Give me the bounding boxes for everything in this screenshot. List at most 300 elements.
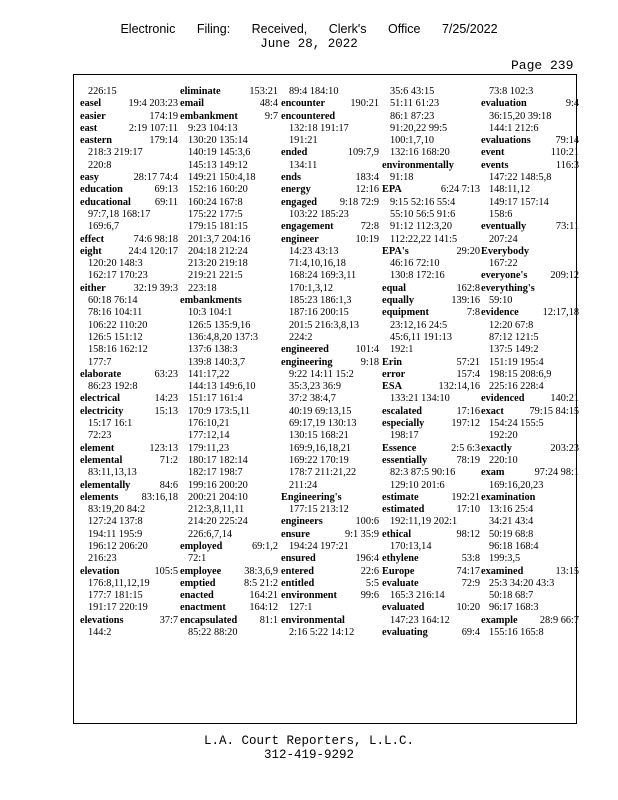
index-reference-line: 12:20 67:8 [489, 319, 534, 331]
index-term: eastern [80, 135, 113, 147]
index-term: error [382, 368, 406, 380]
index-reference-line: 178:7 211:21,22 [289, 467, 357, 479]
index-reference: 17:16 [456, 405, 480, 417]
index-reference-line: 129:10 201:6 [390, 479, 445, 491]
index-term-row [481, 566, 579, 578]
index-reference-line: 220:10 [489, 454, 518, 466]
index-reference: 15:13 [154, 405, 178, 417]
index-reference-line: 96:17 168:3 [489, 602, 539, 614]
index-reference: 197:12 [451, 418, 480, 430]
index-reference-line: 127:1 [289, 602, 313, 614]
index-reference-line: 35:3,23 36:9 [289, 381, 342, 393]
index-reference: 38:3,6,9 [244, 565, 278, 577]
index-reference: 139:16 [451, 295, 480, 307]
index-reference-line: 46:16 72:10 [390, 258, 440, 270]
index-reference-line: 145:13 149:12 [188, 159, 248, 171]
index-reference-line: 137:5 149:2 [489, 344, 539, 356]
index-reference: 203:23 [550, 442, 579, 454]
index-reference-line: 147:22 148:5,8 [489, 172, 552, 184]
index-term: engineer [281, 233, 319, 245]
index-reference-line: 144:2 [88, 627, 112, 639]
index-term-row [382, 566, 480, 578]
index-term-row [80, 98, 178, 110]
index-term-row [382, 184, 480, 196]
index-reference: 192:21 [451, 491, 480, 503]
index-term: events [481, 159, 509, 171]
index-reference: 153:21 [249, 86, 278, 97]
index-reference-line: 194:11 195:9 [88, 528, 143, 540]
index-term-row [281, 172, 379, 184]
index-reference-line: 140:19 145:3,6 [188, 147, 251, 159]
index-term: Europe [382, 565, 415, 577]
index-reference-line: 220:8 [88, 159, 112, 171]
index-term-row [80, 492, 178, 504]
index-reference: 98:12 [456, 528, 480, 540]
filing-stamp-word: Electronic [120, 22, 176, 36]
index-reference-line: 196:12 206:20 [88, 540, 148, 552]
index-term-row [481, 443, 579, 455]
index-reference: 9:1 35:9 [344, 528, 379, 540]
index-reference: 9:4 [565, 98, 579, 110]
index-reference-line: 144:13 149:6,10 [188, 381, 256, 393]
index-box [73, 74, 577, 724]
index-term: equally [382, 295, 415, 307]
index-reference: 99:6 [360, 590, 379, 602]
index-term: elevations [80, 614, 124, 626]
index-term-row [80, 455, 178, 467]
filing-stamp-word: Filing: [196, 22, 231, 36]
index-term-row [382, 627, 480, 639]
index-reference: 12:16 [355, 184, 379, 196]
index-reference: 105:5 [154, 565, 178, 577]
index-term-row [382, 307, 480, 319]
index-reference: 7:8 [466, 307, 480, 319]
index-reference-line: 201:5 216:3,8,13 [289, 319, 360, 331]
index-term: equipment [382, 307, 429, 319]
index-reference-line: 134:11 [289, 159, 318, 171]
filing-stamp-word: Received, [251, 22, 308, 36]
index-term: ESA [382, 381, 403, 393]
index-reference: 190:21 [350, 98, 379, 110]
index-reference-line: 51:11 61:23 [390, 98, 440, 110]
index-term-row [481, 307, 579, 319]
index-term-row [80, 393, 178, 405]
index-reference: 14:23 [154, 393, 178, 405]
index-term-row [281, 357, 379, 369]
index-reference: 48:4 [259, 98, 278, 110]
index-reference-line: 91:12 112:3,20 [390, 221, 452, 233]
index-term-row [481, 221, 579, 233]
index-reference-line: 50:18 68:7 [489, 590, 534, 602]
index-term: emptied [180, 577, 216, 589]
index-reference: 71:2 [159, 454, 178, 466]
index-term-row [180, 86, 278, 98]
index-reference: 5:5 [365, 577, 379, 589]
index-column [180, 86, 278, 639]
index-term: elaborate [80, 368, 122, 380]
index-term-row [481, 467, 579, 479]
index-term: elemental [80, 454, 123, 466]
index-reference-line: 86:23 192:8 [88, 381, 138, 393]
index-term-row [281, 221, 379, 233]
index-reference-line: 78:16 104:11 [88, 307, 143, 319]
index-reference: 79:15 84:15 [529, 405, 579, 417]
index-term-row [80, 615, 178, 627]
index-reference-line: 192:1 [390, 344, 414, 356]
index-reference-line: 89:4 184:10 [289, 86, 339, 97]
index-term: engagement [281, 221, 334, 233]
index-reference-line: 192:11,19 202:1 [390, 516, 458, 528]
index-reference-line: 168:24 169:3,11 [289, 270, 357, 282]
index-term: element [80, 442, 115, 454]
index-reference-line: 191:21 [289, 135, 318, 147]
index-term-row [481, 98, 579, 110]
index-term-row [281, 98, 379, 110]
index-term: entitled [281, 577, 315, 589]
index-term-row [281, 516, 379, 528]
index-term: Erin [382, 356, 403, 368]
index-reference-line: 170:1,3,12 [289, 282, 334, 294]
index-reference-line: 91:20,22 99:5 [390, 122, 448, 134]
index-term: eliminate [180, 86, 221, 97]
index-reference: 81:1 [259, 614, 278, 626]
index-term-row [281, 553, 379, 565]
filing-stamp [0, 22, 618, 36]
index-reference-line: 106:22 110:20 [88, 319, 148, 331]
index-reference-line: 35:6 43:15 [390, 86, 435, 97]
index-reference: 97:24 98:1 [534, 467, 579, 479]
index-term: evidence [481, 307, 519, 319]
index-reference-line: 45:6,11 191:13 [390, 331, 452, 343]
index-term: exact [481, 405, 504, 417]
index-term-row [80, 234, 178, 246]
index-term: engaged [281, 196, 318, 208]
index-reference-line: 170:13,14 [390, 540, 432, 552]
index-reference-line: 176:10,21 [188, 418, 230, 430]
index-term-row [481, 135, 579, 147]
index-term-row [80, 566, 178, 578]
index-reference-line: 169:9,16,18,21 [289, 442, 352, 454]
index-reference-line: 223:18 [188, 282, 217, 294]
index-term-row [382, 492, 480, 504]
index-term: elements [80, 491, 119, 503]
index-reference-line: 71:4,10,16,18 [289, 258, 346, 270]
index-reference-line: 40:19 69:13,15 [289, 405, 352, 417]
index-reference: 123:13 [149, 442, 178, 454]
index-reference-line: 149:17 157:14 [489, 196, 549, 208]
index-reference: 22:6 [360, 565, 379, 577]
index-term: environment [281, 590, 337, 602]
index-reference: 32:19 39:3 [133, 282, 178, 294]
index-reference: 2:5 6:3 [451, 442, 480, 454]
index-term: everyone's [481, 270, 528, 282]
index-term-row [80, 480, 178, 492]
index-reference: 9:18 [360, 356, 379, 368]
index-term: encounter [281, 98, 326, 110]
index-term-row [481, 246, 579, 258]
index-reference: 69:11 [154, 196, 178, 208]
index-reference-line: 34:21 43:4 [489, 516, 534, 528]
index-reference-line: 141:17,22 [188, 368, 230, 380]
index-column [80, 86, 178, 639]
index-reference-line: 226:6,7,14 [188, 528, 233, 540]
index-term: employee [180, 565, 222, 577]
index-reference: 179:14 [149, 135, 178, 147]
index-term: Essence [382, 442, 417, 454]
index-reference: 6:24 7:13 [440, 184, 480, 196]
index-term-row [80, 135, 178, 147]
index-term: eventually [481, 221, 527, 233]
index-reference-line: 155:16 165:8 [489, 627, 544, 639]
index-reference-line: 2:16 5:22 14:12 [289, 627, 355, 639]
index-term-row [281, 492, 379, 504]
index-term: environmentally [382, 159, 454, 171]
index-term: Engineering's [281, 491, 342, 503]
index-term: educational [80, 196, 131, 208]
index-reference: 116:3 [555, 159, 579, 171]
index-reference: 174:19 [149, 110, 178, 122]
index-reference-line: 132:16 168:20 [390, 147, 450, 159]
index-reference: 69:13 [154, 184, 178, 196]
index-term-row [382, 406, 480, 418]
index-term-row [281, 590, 379, 602]
index-reference-line: 126:5 151:12 [88, 331, 143, 343]
index-reference-line: 177:7 181:15 [88, 590, 143, 602]
index-reference-line: 151:17 161:4 [188, 393, 243, 405]
index-term: ended [281, 147, 308, 159]
index-reference-line: 165:3 216:14 [390, 590, 445, 602]
index-reference-line: 162:17 170:23 [88, 270, 148, 282]
index-term-row [180, 98, 278, 110]
index-reference-line: 212:3,8,11,11 [188, 504, 245, 516]
index-term: everything's [481, 282, 535, 294]
index-reference: 157:4 [456, 368, 480, 380]
index-term: effect [80, 233, 104, 245]
index-term-row [80, 443, 178, 455]
filing-stamp-word: 7/25/2022 [441, 22, 498, 36]
index-term: engineering [281, 356, 333, 368]
index-reference-line: 192:20 [489, 430, 518, 442]
index-term: ethical [382, 528, 412, 540]
index-column [281, 86, 379, 639]
index-reference-line: 59:10 [489, 295, 513, 307]
index-term-row [281, 615, 379, 627]
index-term: examination [481, 491, 536, 503]
index-reference: 53:8 [461, 553, 480, 565]
index-term: example [481, 614, 518, 626]
index-reference-line: 72:1 [188, 553, 207, 565]
index-reference: 72:8 [360, 221, 379, 233]
index-term: embankments [180, 295, 242, 307]
index-term: evaluate [382, 577, 419, 589]
index-term-row [80, 172, 178, 184]
index-term-row [382, 295, 480, 307]
index-term-row [180, 590, 278, 602]
index-reference-line: 175:22 177:5 [188, 208, 243, 220]
deposition-date: June 28, 2022 [260, 37, 358, 51]
index-term-row [481, 393, 579, 405]
index-term: energy [281, 184, 311, 196]
index-reference-line: 144:1 212:6 [489, 122, 539, 134]
index-reference-line: 177:7 [88, 356, 112, 368]
index-reference: 74:6 98:18 [133, 233, 178, 245]
index-term-row [382, 357, 480, 369]
index-reference-line: 127:24 137:8 [88, 516, 143, 528]
index-reference: 196:4 [355, 553, 379, 565]
index-term: electrical [80, 393, 121, 405]
filing-stamp-word: Office [388, 22, 421, 36]
index-column [382, 86, 480, 639]
index-reference-line: 82:3 87:5 90:16 [390, 467, 456, 479]
index-reference-line: 86:1 87:23 [390, 110, 435, 122]
index-term: exam [481, 467, 505, 479]
index-reference-line: 198:15 208:6,9 [489, 368, 552, 380]
index-term: event [481, 147, 505, 159]
index-term: encapsulated [180, 614, 238, 626]
index-term-row [382, 455, 480, 467]
index-term-row [382, 418, 480, 430]
index-term: enactment [180, 602, 226, 614]
index-term: ensure [281, 528, 310, 540]
index-term: easy [80, 172, 99, 184]
index-reference-line: 179:11,23 [188, 442, 230, 454]
index-reference-line: 9:15 52:16 55:4 [390, 196, 456, 208]
index-term: ethylene [382, 553, 419, 565]
index-reference-line: 219:21 221:5 [188, 270, 243, 282]
index-reference-line: 37:2 38:4,7 [289, 393, 336, 405]
index-reference-line: 73:8 102:3 [489, 86, 534, 97]
index-term-row [481, 615, 579, 627]
index-reference: 29:20 [456, 245, 480, 257]
index-term-row [382, 504, 480, 516]
index-term: ends [281, 172, 302, 184]
index-term-row [80, 369, 178, 381]
reporter-phone: 312-419-9292 [263, 748, 354, 762]
index-term-row [80, 246, 178, 258]
index-term-row [382, 160, 480, 172]
index-reference-line: 87:12 121:5 [489, 331, 539, 343]
index-reference-line: 169:22 170:19 [289, 454, 349, 466]
index-reference-line: 36:15,20 39:18 [489, 110, 552, 122]
index-term-row [382, 246, 480, 258]
index-term-row [281, 344, 379, 356]
index-reference: 109:7,9 [347, 147, 379, 159]
index-term: environmental [281, 614, 345, 626]
index-term: evidenced [481, 393, 525, 405]
index-reference: 72:9 [461, 577, 480, 589]
index-reference: 2:19 107:11 [128, 122, 178, 134]
index-reference: 9:18 72:9 [339, 196, 379, 208]
index-term: electricity [80, 405, 124, 417]
index-term-row [281, 566, 379, 578]
page-number: Page 239 [511, 58, 574, 73]
index-reference: 28:17 74:4 [133, 172, 178, 184]
index-reference-line: 100:1,7,10 [390, 135, 435, 147]
index-reference-line: 23:12,16 24:5 [390, 319, 448, 331]
index-term-row [80, 123, 178, 135]
index-term: east [80, 122, 98, 134]
index-reference: 101:4 [355, 344, 379, 356]
index-reference: 209:12 [550, 270, 579, 282]
index-term: EPA [382, 184, 402, 196]
index-term-row [180, 615, 278, 627]
index-reference: 10:19 [355, 233, 379, 245]
index-reference: 69:4 [461, 627, 480, 639]
index-reference-line: 201:3,7 204:16 [188, 233, 251, 245]
index-reference-line: 148:11,12 [489, 184, 531, 196]
index-reference: 10:20 [456, 602, 480, 614]
index-reference-line: 25:3 34:20 43:3 [489, 577, 555, 589]
index-reference: 164:21 [249, 590, 278, 602]
index-term: estimate [382, 491, 419, 503]
index-reference-line: 169:16,20,23 [489, 479, 544, 491]
index-term: evaluated [382, 602, 425, 614]
index-term: examined [481, 565, 524, 577]
index-term-row [80, 111, 178, 123]
index-term-row [281, 184, 379, 196]
index-reference: 110:21 [550, 147, 579, 159]
index-reference-line: 204:18 212:24 [188, 245, 248, 257]
index-term-row [481, 283, 579, 295]
index-reference-line: 158:16 162:12 [88, 344, 148, 356]
index-term-row [180, 295, 278, 307]
index-reference: 140:21 [550, 393, 579, 405]
index-term-row [382, 443, 480, 455]
index-reference: 74:17 [456, 565, 480, 577]
index-reference-line: 9:23 104:13 [188, 122, 238, 134]
index-term: equal [382, 282, 407, 294]
index-column [481, 86, 579, 639]
index-reference-line: 97:7,18 168:17 [88, 208, 151, 220]
index-reference: 63:23 [154, 368, 178, 380]
index-reference: 12:17,18 [542, 307, 579, 319]
index-reference-line: 149:21 150:4,18 [188, 172, 256, 184]
index-term-row [481, 147, 579, 159]
index-term-row [382, 381, 480, 393]
index-reference-line: 214:20 225:24 [188, 516, 248, 528]
index-reference-line: 136:4,8,20 137:3 [188, 331, 259, 343]
index-reference-line: 170:9 173:5,11 [188, 405, 250, 417]
index-term: Everybody [481, 245, 530, 257]
index-reference-line: 160:24 167:8 [188, 196, 243, 208]
index-reference: 132:14,16 [438, 381, 480, 393]
index-term: encountered [281, 110, 336, 122]
index-term: entered [281, 565, 314, 577]
index-reference-line: 177:12,14 [188, 430, 230, 442]
index-reference: 83:16,18 [141, 491, 178, 503]
index-reference-line: 169:6,7 [88, 221, 120, 233]
index-term-row [382, 602, 480, 614]
index-term: engineered [281, 344, 329, 356]
index-term: ensured [281, 553, 316, 565]
index-term-row [180, 578, 278, 590]
index-reference-line: 216:23 [88, 553, 117, 565]
index-reference-line: 103:22 185:23 [289, 208, 349, 220]
index-reference-line: 198:17 [390, 430, 419, 442]
reporter-name: L.A. Court Reporters, L.L.C. [203, 734, 415, 748]
index-reference-line: 126:5 135:9,16 [188, 319, 251, 331]
index-reference: 19:4 203:23 [128, 98, 178, 110]
index-term-row [281, 529, 379, 541]
index-reference-line: 112:22,22 141:5 [390, 233, 458, 245]
index-reference-line: 154:24 155:5 [489, 418, 544, 430]
index-reference-line: 182:17 198:7 [188, 467, 243, 479]
index-reference: 57:21 [456, 356, 480, 368]
index-term-row [382, 553, 480, 565]
index-reference: 73:11 [555, 221, 579, 233]
index-reference-line: 177:15 213:12 [289, 504, 349, 516]
index-reference-line: 139:8 140:3,7 [188, 356, 246, 368]
